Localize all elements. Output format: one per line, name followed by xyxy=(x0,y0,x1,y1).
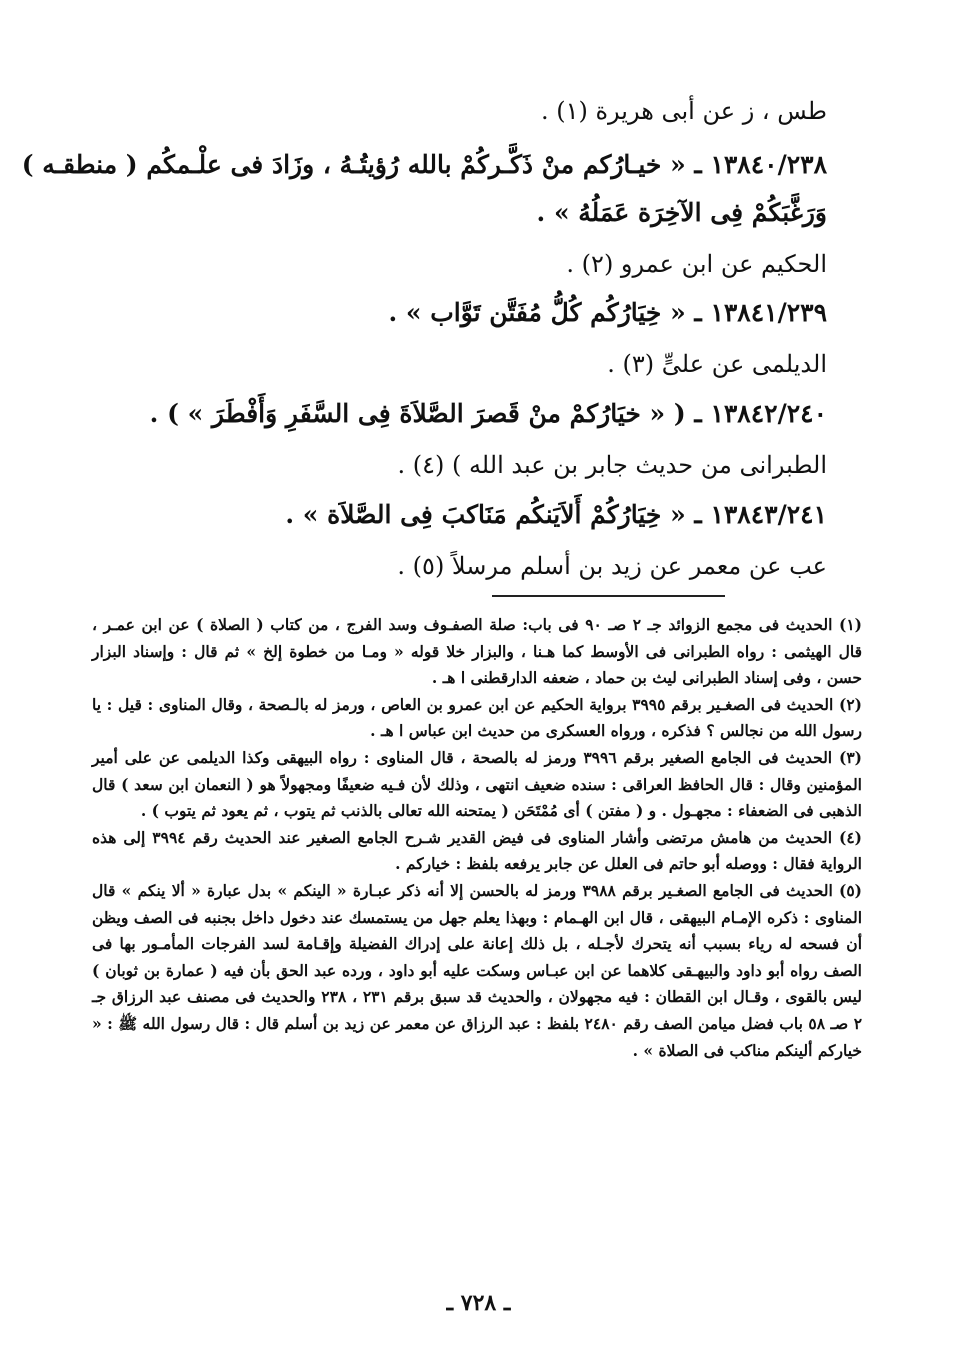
source-line: الحكيم عن ابن عمرو (٢) . xyxy=(566,250,827,278)
page-number: ـ ٧٢٨ ـ xyxy=(446,1290,511,1316)
source-line: طس ، ز عن أبى هريرة (١) . xyxy=(540,97,827,125)
footnotes xyxy=(92,612,862,1064)
hadith-line: ١٣٨٤٠/٢٣٨ ـ « خيـارُكم منْ ذَكَّـركُمْ بالله رُؤيتُـهُ ، وزَادَ فى علْـمكُم ( منطقـه ) xyxy=(21,150,827,179)
footnote-3: (٣) الحديث فى الجامع الصغير برقم ٣٩٩٦ ورمز له بالصحة ، قال المناوى : رواه البيهقى وكذا الديلمى عن على أمير المؤمنين وقال : قال الحافظ العراقى : سنده ضعيف انتهى ، وذلك لأن فـيه ضعيفًا ومجهولاً هو ( النعمان ابن سعد ) قال الذهبى فى الضعفاء : مجهـول . و ( مفتن ) أى مُمْتَحَن ( يمتحنه الله تعالى بالذنب ثم يتوب ، ثم يعود ثم يتوب ) . xyxy=(92,747,862,821)
source-line: عب عن معمر عن زيد بن أسلم مرسلاً (٥) . xyxy=(397,552,827,580)
hadith-line: ١٣٨٤١/٢٣٩ ـ « خِيَارُكُم كُلُّ مُفَتَّن تَوَّاب » . xyxy=(388,298,827,327)
footnote-2: (٢) الحديث فى الصغـير برقم ٣٩٩٥ برواية الحكيم عن ابن عمرو بن العاص ، ورمز له بالـصحة ، وقال المناوى : قيل : يا رسول الله من نجالس ؟ فذكره ، ورواه العسكرى من حديث ابن عباس ا هـ . xyxy=(92,694,862,741)
source-line: الطبرانى من حديث جابر بن عبد الله ) (٤) . xyxy=(397,451,827,479)
hadith-line-continued: وَرَغَّبَكُمْ فِى الآخِرَة عَمَلُهُ » . xyxy=(536,198,827,227)
hadith-line: ١٣٨٤٣/٢٤١ ـ « خِيَارُكُمْ أَلاَيَنكُم مَنَاكبَ فِى الصَّلاَة » . xyxy=(285,500,827,529)
footnote-1: (١) الحديث فى مجمع الزوائد جـ ٢ صـ ٩٠ فى باب: صلة الصفـوف وسد الفرج ، من كتاب ( الصلاة ) عن ابن عمـر ، قال الهيثمى : رواه الطبرانى فى الأوسط كما هـنا ، والبزار خلا قوله « ومـا من خطوة إلخ » ثم قال : وإسناد البزار حسن ، وفى إسناد الطبرانى ليث بن حماد ، ضعفه الدارقطنى ا هـ . xyxy=(92,615,862,688)
source-line: الديلمى عن علىٍّ (٣) . xyxy=(607,350,827,378)
footnote-divider xyxy=(492,595,725,597)
hadith-line: ١٣٨٤٢/٢٤٠ ـ ( « خيَارُكمْ منْ قَصرَ الصَّلاَةَ فِى السَّفَرِ وَأَفْطَرَ » ) . xyxy=(149,399,827,428)
footnote-5: (٥) الحديث فى الجامع الصغـير برقم ٣٩٨٨ ورمز له بالحسن إلا أنه ذكر عبـارة « الينكم » بدل عبارة « ألا ينكم » قال المناوى : ذكره الإمـام البيهقى ، قال ابن الهـمام : وبهذا يعلم جهل من يستمسك عند دخول داخل بجنبه فى الصف ويظن أن فسحه له رياء بسبب أنه يتحرك لأجـله ، بل ذلك إعانة على إدراك الفضيلة وإقـامة لسد الفرجات المأمـور بها فى الصف رواه أبو داود والبيهـقى كلاهما عن ابن عبـاس وسكت عليه أبو داود ، ورده عبد الحق بأن فيه ( عمارة بن ثوبان ) ليس بالقوى ، وقـال ابن القطان : فيه مجهولان ، والحديث قد سبق برقم ٢٣١ ، ٢٣٨ والحديث فى مصنف عبد الرزاق جـ ٢ صـ ٥٨ باب فضل ميامن الصف رقم ٢٤٨٠ بلفظ : عبد الرزاق عن معمر عن زيد بن أسلم قال : قال رسول الله ﷺ : « خياركم ألينكم مناكب فى الصلاة » . xyxy=(92,880,863,1060)
footnote-4: (٤) الحديث من هامش مرتضى وأشار المناوى فى فيض القدير شـرح الجامع الصغير عند الحديث رقم ٣٩٩٤ إلى هذه الرواية فقال : ووصله أبو حاتم فى العلل عن جابر يرفعه بلفظ : خياركم . xyxy=(92,827,862,874)
